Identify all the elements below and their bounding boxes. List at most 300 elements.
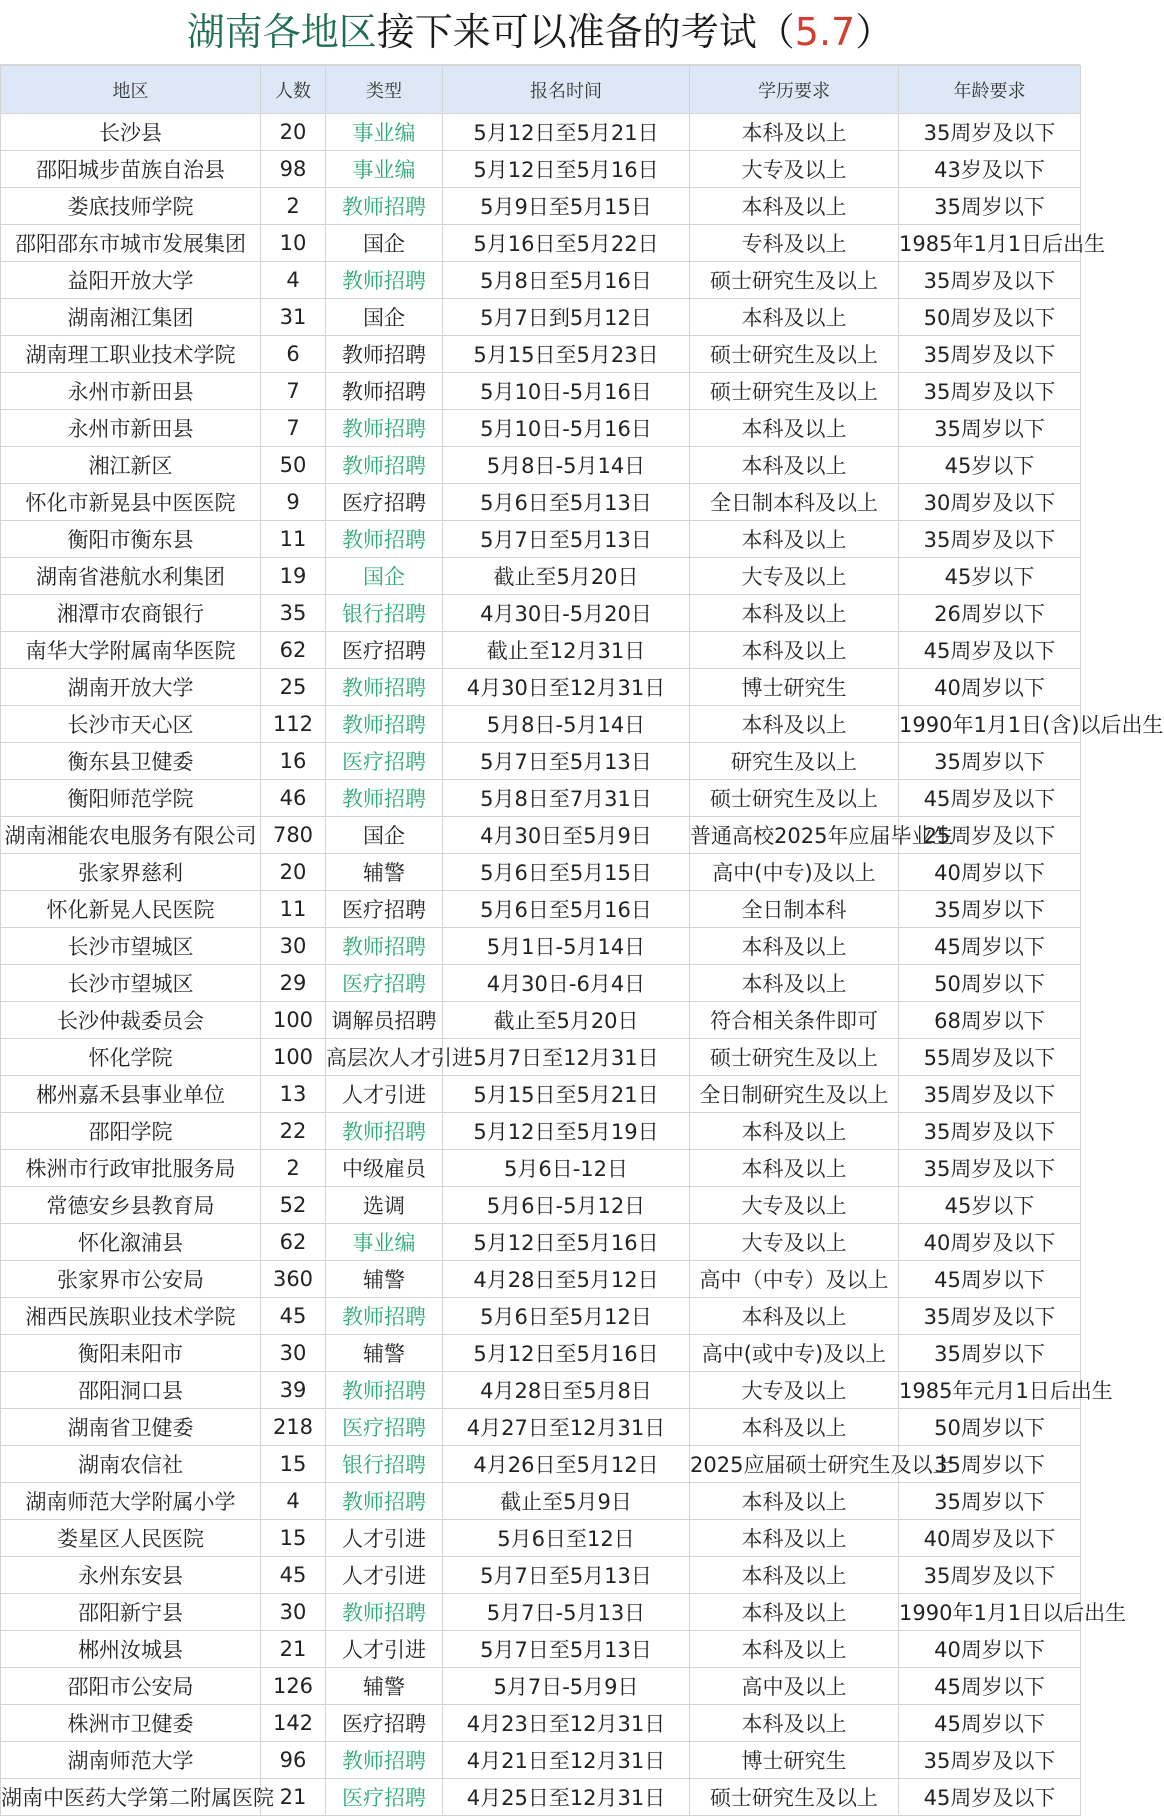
cell-type: 教师招聘 [326,780,443,817]
cell-count: 7 [261,373,326,410]
cell-region: 常德安乡县教育局 [1,1187,261,1224]
cell-education: 2025应届硕士研究生及以上 [690,1446,899,1483]
cell-education: 本科及以上 [690,1520,899,1557]
cell-region: 长沙仲裁委员会 [1,1002,261,1039]
cell-age: 35周岁及以下 [899,114,1081,151]
cell-count: 20 [261,114,326,151]
cell-time: 5月6日至5月13日 [443,484,690,521]
header-count: 人数 [261,66,326,114]
table-row [1,1631,1081,1668]
cell-time: 4月27日至12月31日 [443,1409,690,1446]
cell-region: 永州市新田县 [1,373,261,410]
cell-age: 68周岁以下 [899,1002,1081,1039]
cell-region: 衡东县卫健委 [1,743,261,780]
cell-count: 20 [261,854,326,891]
table-row [1,558,1081,595]
table-row [1,928,1081,965]
table-row [1,336,1081,373]
cell-type: 教师招聘 [326,1298,443,1335]
table-row [1,1372,1081,1409]
cell-count: 100 [261,1002,326,1039]
cell-education: 符合相关条件即可 [690,1002,899,1039]
cell-education: 本科及以上 [690,1483,899,1520]
cell-type: 教师招聘 [326,706,443,743]
cell-education: 本科及以上 [690,410,899,447]
cell-education: 本科及以上 [690,1113,899,1150]
table-row [1,299,1081,336]
cell-education: 博士研究生 [690,1742,899,1779]
cell-age: 50周岁以下 [899,1409,1081,1446]
cell-count: 13 [261,1076,326,1113]
cell-type: 银行招聘 [326,595,443,632]
cell-time: 4月30日至5月9日 [443,817,690,854]
cell-count: 21 [261,1631,326,1668]
cell-time: 5月12日至5月16日 [443,151,690,188]
cell-time: 4月28日至5月12日 [443,1261,690,1298]
cell-age: 50周岁以下 [899,965,1081,1002]
cell-region: 长沙市望城区 [1,965,261,1002]
cell-time: 5月8日至5月16日 [443,262,690,299]
cell-region: 湖南省港航水利集团 [1,558,261,595]
title-main: 接下来可以准备的考试（ [376,10,795,54]
table-row [1,1779,1081,1816]
cell-count: 112 [261,706,326,743]
title-date: 5.7 [794,10,856,54]
cell-time: 5月6日至12日 [443,1520,690,1557]
cell-count: 30 [261,1335,326,1372]
cell-region: 湖南省卫健委 [1,1409,261,1446]
cell-type: 人才引进 [326,1520,443,1557]
cell-count: 15 [261,1520,326,1557]
cell-time: 5月7日-5月13日 [443,1594,690,1631]
cell-type: 事业编 [326,151,443,188]
cell-time: 5月6日-5月12日 [443,1187,690,1224]
cell-education: 大专及以上 [690,151,899,188]
cell-region: 长沙市天心区 [1,706,261,743]
table-row [1,669,1081,706]
cell-education: 大专及以上 [690,1224,899,1261]
table-row [1,484,1081,521]
cell-region: 邵阳洞口县 [1,1372,261,1409]
cell-education: 硕士研究生及以上 [690,373,899,410]
cell-count: 45 [261,1298,326,1335]
cell-count: 30 [261,1594,326,1631]
cell-time: 5月6日-12日 [443,1150,690,1187]
cell-age: 40周岁及以下 [899,1224,1081,1261]
cell-time: 截止至5月20日 [443,558,690,595]
cell-count: 15 [261,1446,326,1483]
cell-type: 国企 [326,817,443,854]
cell-education: 大专及以上 [690,558,899,595]
cell-count: 45 [261,1557,326,1594]
cell-time: 5月12日至5月19日 [443,1113,690,1150]
cell-age: 35周岁及以下 [899,521,1081,558]
cell-count: 30 [261,928,326,965]
cell-region: 邵阳邵东市城市发展集团 [1,225,261,262]
cell-count: 2 [261,188,326,225]
cell-count: 31 [261,299,326,336]
cell-education: 本科及以上 [690,299,899,336]
table-row [1,632,1081,669]
page-title [0,0,1080,65]
cell-count: 50 [261,447,326,484]
cell-count: 10 [261,225,326,262]
table-row [1,1409,1081,1446]
cell-education: 全日制研究生及以上 [690,1076,899,1113]
cell-education: 本科及以上 [690,521,899,558]
cell-time: 5月10日-5月16日 [443,373,690,410]
cell-education: 本科及以上 [690,1705,899,1742]
cell-region: 株洲市卫健委 [1,1705,261,1742]
cell-time: 5月6日至5月16日 [443,891,690,928]
cell-type: 医疗招聘 [326,891,443,928]
cell-age: 43岁及以下 [899,151,1081,188]
cell-type: 辅警 [326,1668,443,1705]
cell-type: 高层次人才引进 [326,1039,443,1076]
cell-count: 11 [261,891,326,928]
cell-count: 21 [261,1779,326,1816]
table-row [1,1668,1081,1705]
cell-region: 永州市新田县 [1,410,261,447]
cell-age: 45岁以下 [899,558,1081,595]
cell-time: 5月8日-5月14日 [443,706,690,743]
cell-age: 45周岁以下 [899,928,1081,965]
cell-age: 30周岁及以下 [899,484,1081,521]
table-row [1,1742,1081,1779]
cell-type: 教师招聘 [326,1372,443,1409]
cell-region: 湖南中医药大学第二附属医院 [1,1779,261,1816]
cell-region: 南华大学附属南华医院 [1,632,261,669]
cell-age: 1990年1月1日(含)以后出生 [899,706,1081,743]
cell-region: 张家界市公安局 [1,1261,261,1298]
cell-time: 5月7日至5月13日 [443,521,690,558]
cell-age: 35周岁以下 [899,410,1081,447]
cell-type: 教师招聘 [326,928,443,965]
cell-region: 衡阳耒阳市 [1,1335,261,1372]
cell-region: 怀化学院 [1,1039,261,1076]
cell-education: 本科及以上 [690,1150,899,1187]
cell-type: 教师招聘 [326,410,443,447]
cell-time: 5月8日-5月14日 [443,447,690,484]
cell-type: 教师招聘 [326,373,443,410]
cell-education: 本科及以上 [690,1594,899,1631]
cell-age: 26周岁以下 [899,595,1081,632]
cell-region: 湖南师范大学 [1,1742,261,1779]
cell-type: 辅警 [326,1335,443,1372]
cell-education: 高中及以上 [690,1668,899,1705]
cell-count: 46 [261,780,326,817]
cell-education: 本科及以上 [690,188,899,225]
table-row [1,595,1081,632]
table-row [1,447,1081,484]
table-row [1,1298,1081,1335]
cell-age: 40周岁以下 [899,854,1081,891]
table-row [1,1076,1081,1113]
cell-education: 本科及以上 [690,447,899,484]
cell-education: 硕士研究生及以上 [690,262,899,299]
cell-education: 专科及以上 [690,225,899,262]
cell-education: 研究生及以上 [690,743,899,780]
table-body [1,114,1164,1816]
table-row [1,1113,1081,1150]
table-row [1,1150,1081,1187]
cell-region: 邵阳新宁县 [1,1594,261,1631]
cell-age: 35周岁以下 [899,1446,1081,1483]
cell-age: 45周岁以下 [899,1705,1081,1742]
table-row [1,521,1081,558]
cell-count: 100 [261,1039,326,1076]
cell-type: 国企 [326,225,443,262]
cell-age: 35周岁及以下 [899,336,1081,373]
cell-age: 45周岁及以下 [899,1779,1081,1816]
cell-type: 医疗招聘 [326,484,443,521]
cell-count: 19 [261,558,326,595]
cell-time: 5月12日至5月16日 [443,1335,690,1372]
cell-type: 教师招聘 [326,1742,443,1779]
cell-region: 株洲市行政审批服务局 [1,1150,261,1187]
cell-education: 本科及以上 [690,965,899,1002]
cell-type: 教师招聘 [326,521,443,558]
exam-table [0,65,1164,1816]
cell-time: 截止至12月31日 [443,632,690,669]
cell-type: 辅警 [326,1261,443,1298]
cell-count: 35 [261,595,326,632]
cell-region: 湖南理工职业技术学院 [1,336,261,373]
header-region: 地区 [1,66,261,114]
cell-education: 本科及以上 [690,1298,899,1335]
cell-type: 教师招聘 [326,669,443,706]
cell-count: 4 [261,1483,326,1520]
cell-type: 教师招聘 [326,1113,443,1150]
cell-age: 1985年1月1日后出生 [899,225,1081,262]
table-row [1,1224,1081,1261]
cell-count: 62 [261,632,326,669]
cell-region: 湖南农信社 [1,1446,261,1483]
header-time: 报名时间 [443,66,690,114]
cell-time: 4月23日至12月31日 [443,1705,690,1742]
cell-type: 医疗招聘 [326,1409,443,1446]
cell-time: 5月10日-5月16日 [443,410,690,447]
cell-age: 35周岁以下 [899,188,1081,225]
cell-time: 4月28日至5月8日 [443,1372,690,1409]
table-row [1,114,1081,151]
cell-region: 邵阳城步苗族自治县 [1,151,261,188]
cell-count: 29 [261,965,326,1002]
table-row [1,262,1081,299]
cell-region: 湘西民族职业技术学院 [1,1298,261,1335]
table-row [1,854,1081,891]
cell-time: 4月25日至12月31日 [443,1779,690,1816]
cell-age: 35周岁及以下 [899,262,1081,299]
cell-age: 35周岁以下 [899,743,1081,780]
cell-region: 永州东安县 [1,1557,261,1594]
header-age: 年龄要求 [899,66,1081,114]
cell-count: 39 [261,1372,326,1409]
cell-age: 40周岁以下 [899,669,1081,706]
cell-region: 娄星区人民医院 [1,1520,261,1557]
table-row [1,1520,1081,1557]
cell-region: 邵阳市公安局 [1,1668,261,1705]
cell-time: 5月15日至5月23日 [443,336,690,373]
cell-age: 35周岁及以下 [899,1298,1081,1335]
cell-education: 本科及以上 [690,1409,899,1446]
cell-age: 25周岁及以下 [899,817,1081,854]
cell-region: 湖南师范大学附属小学 [1,1483,261,1520]
cell-type: 医疗招聘 [326,632,443,669]
cell-education: 硕士研究生及以上 [690,336,899,373]
table-row [1,706,1081,743]
table-row [1,1446,1081,1483]
cell-time: 4月30日-5月20日 [443,595,690,632]
cell-type: 人才引进 [326,1076,443,1113]
table-row [1,1557,1081,1594]
cell-education: 全日制本科及以上 [690,484,899,521]
cell-age: 1990年1月1日以后出生 [899,1594,1081,1631]
cell-age: 35周岁及以下 [899,1113,1081,1150]
cell-time: 4月26日至5月12日 [443,1446,690,1483]
cell-type: 教师招聘 [326,336,443,373]
cell-time: 5月16日至5月22日 [443,225,690,262]
cell-type: 人才引进 [326,1631,443,1668]
cell-count: 25 [261,669,326,706]
cell-time: 5月7日至5月13日 [443,1557,690,1594]
cell-age: 45岁以下 [899,447,1081,484]
cell-education: 硕士研究生及以上 [690,1039,899,1076]
cell-region: 张家界慈利 [1,854,261,891]
cell-education: 本科及以上 [690,1557,899,1594]
cell-count: 98 [261,151,326,188]
cell-education: 全日制本科 [690,891,899,928]
table-row [1,373,1081,410]
cell-count: 218 [261,1409,326,1446]
cell-region: 湖南开放大学 [1,669,261,706]
cell-age: 40周岁及以下 [899,1520,1081,1557]
cell-count: 780 [261,817,326,854]
cell-type: 国企 [326,558,443,595]
table-row [1,1705,1081,1742]
cell-region: 长沙县 [1,114,261,151]
cell-education: 普通高校2025年应届毕业生 [690,817,899,854]
cell-age: 35周岁以下 [899,1483,1081,1520]
cell-age: 45周岁以下 [899,1261,1081,1298]
table-row [1,1261,1081,1298]
table-row [1,1187,1081,1224]
cell-time: 截止至5月20日 [443,1002,690,1039]
cell-region: 衡阳市衡东县 [1,521,261,558]
cell-type: 事业编 [326,1224,443,1261]
cell-time: 4月30日-6月4日 [443,965,690,1002]
cell-time: 5月7日至5月13日 [443,1631,690,1668]
cell-count: 16 [261,743,326,780]
cell-type: 医疗招聘 [326,743,443,780]
cell-age: 35周岁及以下 [899,1557,1081,1594]
cell-age: 40周岁以下 [899,1631,1081,1668]
cell-count: 360 [261,1261,326,1298]
cell-count: 4 [261,262,326,299]
cell-education: 硕士研究生及以上 [690,780,899,817]
header-education: 学历要求 [690,66,899,114]
table-row [1,1002,1081,1039]
cell-time: 5月7日-5月9日 [443,1668,690,1705]
cell-age: 35周岁及以下 [899,373,1081,410]
cell-time: 5月1日-5月14日 [443,928,690,965]
cell-type: 教师招聘 [326,447,443,484]
cell-region: 湖南湘能农电服务有限公司 [1,817,261,854]
cell-age: 35周岁以下 [899,891,1081,928]
table-row [1,743,1081,780]
cell-age: 1985年元月1日后出生 [899,1372,1081,1409]
cell-age: 35周岁及以下 [899,1076,1081,1113]
cell-time: 5月15日至5月21日 [443,1076,690,1113]
cell-age: 45岁以下 [899,1187,1081,1224]
table-row [1,410,1081,447]
cell-region: 怀化新晃人民医院 [1,891,261,928]
cell-count: 62 [261,1224,326,1261]
table-row [1,891,1081,928]
cell-time: 5月12日至5月16日 [443,1224,690,1261]
table-row [1,225,1081,262]
table-row [1,965,1081,1002]
cell-region: 益阳开放大学 [1,262,261,299]
cell-type: 中级雇员 [326,1150,443,1187]
cell-type: 调解员招聘 [326,1002,443,1039]
cell-age: 35周岁及以下 [899,1742,1081,1779]
cell-region: 怀化市新晃县中医医院 [1,484,261,521]
cell-type: 医疗招聘 [326,1779,443,1816]
cell-time: 5月7日到5月12日 [443,299,690,336]
cell-age: 55周岁及以下 [899,1039,1081,1076]
table-row [1,780,1081,817]
cell-education: 高中（中专）及以上 [690,1261,899,1298]
cell-time: 5月7日至12月31日 [443,1039,690,1076]
cell-education: 高中(中专)及以上 [690,854,899,891]
cell-time: 4月21日至12月31日 [443,1742,690,1779]
cell-education: 本科及以上 [690,595,899,632]
cell-age: 50周岁及以下 [899,299,1081,336]
cell-count: 2 [261,1150,326,1187]
cell-count: 22 [261,1113,326,1150]
table-row [1,1483,1081,1520]
cell-time: 4月30日至12月31日 [443,669,690,706]
table-row [1,188,1081,225]
cell-count: 11 [261,521,326,558]
cell-education: 硕士研究生及以上 [690,1779,899,1816]
cell-type: 医疗招聘 [326,965,443,1002]
cell-education: 本科及以上 [690,1631,899,1668]
cell-age: 35周岁及以下 [899,1150,1081,1187]
cell-education: 本科及以上 [690,632,899,669]
cell-region: 湖南湘江集团 [1,299,261,336]
cell-education: 高中(或中专)及以上 [690,1335,899,1372]
cell-time: 5月9日至5月15日 [443,188,690,225]
title-region: 湖南各地区 [186,10,377,54]
cell-age: 45周岁及以下 [899,780,1081,817]
cell-region: 邵阳学院 [1,1113,261,1150]
table-header-row [1,66,1081,114]
cell-type: 教师招聘 [326,1483,443,1520]
cell-time: 5月8日至7月31日 [443,780,690,817]
header-type: 类型 [326,66,443,114]
title-close: ） [855,10,894,54]
table-row [1,817,1081,854]
cell-count: 126 [261,1668,326,1705]
cell-region: 郴州嘉禾县事业单位 [1,1076,261,1113]
cell-type: 事业编 [326,114,443,151]
cell-education: 大专及以上 [690,1187,899,1224]
cell-count: 7 [261,410,326,447]
cell-region: 湘潭市农商银行 [1,595,261,632]
cell-type: 教师招聘 [326,262,443,299]
